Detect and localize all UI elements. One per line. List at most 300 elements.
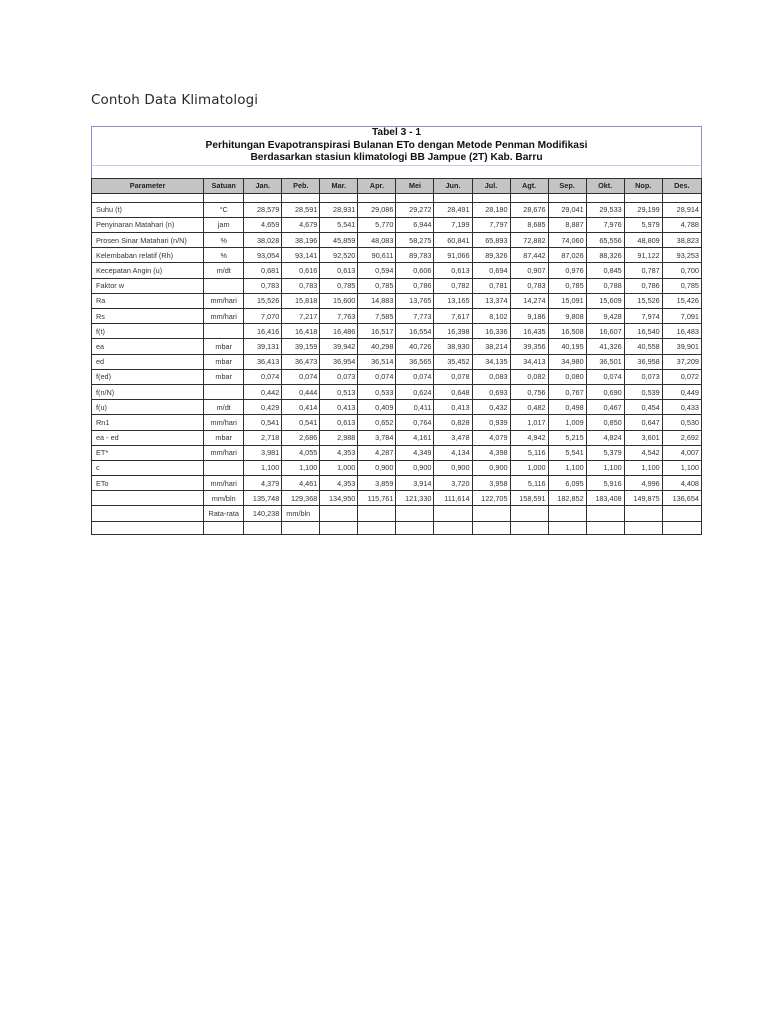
value-cell: 13,374: [472, 293, 510, 308]
table-row: [92, 217, 702, 232]
value-cell: 28,579: [244, 202, 282, 217]
value-cell: 1,100: [244, 460, 282, 475]
value-cell: 15,818: [282, 293, 320, 308]
value-cell: 0,785: [662, 278, 701, 293]
value-cell: 40,195: [548, 339, 586, 354]
parameter-cell: ETo: [92, 476, 204, 491]
value-cell: 4,353: [320, 476, 358, 491]
value-cell: 4,679: [282, 217, 320, 232]
value-cell: 0,073: [320, 369, 358, 384]
parameter-cell: Prosen Sinar Matahari (n/N): [92, 233, 204, 248]
parameter-cell: f(t): [92, 324, 204, 339]
table-row: [92, 400, 702, 415]
value-cell: 4,079: [472, 430, 510, 445]
value-cell: 1,100: [624, 460, 662, 475]
parameter-cell: f(n/N): [92, 384, 204, 399]
value-cell: 5,215: [548, 430, 586, 445]
table-row: [92, 233, 702, 248]
value-cell: 9,428: [586, 309, 624, 324]
value-cell: 4,055: [282, 445, 320, 460]
value-cell: 0,976: [548, 263, 586, 278]
table-row: [92, 384, 702, 399]
value-cell: 3,478: [434, 430, 472, 445]
spreadsheet: [91, 126, 702, 535]
unit-cell: [204, 324, 244, 339]
parameter-cell: c: [92, 460, 204, 475]
empty-cell: [548, 521, 586, 534]
value-cell: 7,976: [586, 217, 624, 232]
value-cell: 6,095: [548, 476, 586, 491]
empty-cell: [624, 193, 662, 202]
column-header: Jan.: [244, 178, 282, 193]
value-cell: 4,379: [244, 476, 282, 491]
value-cell: 3,914: [396, 476, 434, 491]
title-spacer: [91, 165, 702, 178]
value-cell: 0,594: [358, 263, 396, 278]
value-cell: 0,786: [396, 278, 434, 293]
value-cell: 0,482: [510, 400, 548, 415]
empty-cell: [282, 521, 320, 534]
value-cell: 149,875: [624, 491, 662, 506]
column-header: Des.: [662, 178, 701, 193]
value-cell: 0,413: [320, 400, 358, 415]
value-cell: 8,102: [472, 309, 510, 324]
empty-cell: [662, 506, 701, 521]
unit-cell: mm/hari: [204, 476, 244, 491]
value-cell: 4,007: [662, 445, 701, 460]
unit-cell: [204, 278, 244, 293]
value-cell: 115,761: [358, 491, 396, 506]
value-cell: 0,433: [662, 400, 701, 415]
value-cell: 2,692: [662, 430, 701, 445]
value-cell: 2,988: [320, 430, 358, 445]
value-cell: 4,398: [472, 445, 510, 460]
value-cell: 5,979: [624, 217, 662, 232]
value-cell: 89,783: [396, 248, 434, 263]
empty-cell: [586, 521, 624, 534]
value-cell: 16,540: [624, 324, 662, 339]
value-cell: 0,900: [434, 460, 472, 475]
value-cell: 39,901: [662, 339, 701, 354]
empty-cell: [320, 521, 358, 534]
column-header: Agt.: [510, 178, 548, 193]
value-cell: 60,841: [434, 233, 472, 248]
value-cell: 93,054: [244, 248, 282, 263]
value-cell: 0,429: [244, 400, 282, 415]
value-cell: 0,613: [320, 415, 358, 430]
value-cell: 91,122: [624, 248, 662, 263]
value-cell: 38,823: [662, 233, 701, 248]
empty-cell: [548, 506, 586, 521]
empty-cell: [510, 506, 548, 521]
value-cell: 0,782: [434, 278, 472, 293]
value-cell: 0,606: [396, 263, 434, 278]
value-cell: 29,199: [624, 202, 662, 217]
value-cell: 34,135: [472, 354, 510, 369]
value-cell: 15,091: [548, 293, 586, 308]
column-header: Nop.: [624, 178, 662, 193]
value-cell: 6,944: [396, 217, 434, 232]
unit-cell: mm/hari: [204, 445, 244, 460]
value-cell: 15,526: [244, 293, 282, 308]
value-cell: 16,508: [548, 324, 586, 339]
value-cell: 5,916: [586, 476, 624, 491]
value-cell: 158,591: [510, 491, 548, 506]
value-cell: 0,541: [282, 415, 320, 430]
unit-cell: [204, 384, 244, 399]
empty-cell: [358, 521, 396, 534]
value-cell: 5,541: [548, 445, 586, 460]
value-cell: 45,859: [320, 233, 358, 248]
value-cell: 0,785: [358, 278, 396, 293]
parameter-cell: ed: [92, 354, 204, 369]
empty-cell: [586, 506, 624, 521]
value-cell: 39,356: [510, 339, 548, 354]
value-cell: 0,074: [358, 369, 396, 384]
unit-cell: mm/hari: [204, 415, 244, 430]
value-cell: 0,444: [282, 384, 320, 399]
value-cell: 183,408: [586, 491, 624, 506]
table-row: [92, 430, 702, 445]
column-header: Peb.: [282, 178, 320, 193]
value-cell: 1,009: [548, 415, 586, 430]
value-cell: 0,845: [586, 263, 624, 278]
value-cell: 0,786: [624, 278, 662, 293]
unit-cell: jam: [204, 217, 244, 232]
column-header: Mar.: [320, 178, 358, 193]
parameter-cell: Penyinaran Matahari (n): [92, 217, 204, 232]
parameter-cell: f(ed): [92, 369, 204, 384]
value-cell: 15,600: [320, 293, 358, 308]
parameter-cell: ea - ed: [92, 430, 204, 445]
value-cell: 41,326: [586, 339, 624, 354]
value-cell: 4,349: [396, 445, 434, 460]
value-cell: 0,414: [282, 400, 320, 415]
table-row: [92, 263, 702, 278]
value-cell: 0,080: [548, 369, 586, 384]
parameter-cell: Suhu (t): [92, 202, 204, 217]
value-cell: 7,617: [434, 309, 472, 324]
value-cell: 0,083: [472, 369, 510, 384]
table-row: [92, 460, 702, 475]
value-cell: 1,100: [548, 460, 586, 475]
column-header: Okt.: [586, 178, 624, 193]
empty-cell: [624, 521, 662, 534]
value-cell: 4,161: [396, 430, 434, 445]
value-cell: 0,690: [586, 384, 624, 399]
value-cell: 0,785: [548, 278, 586, 293]
unit-cell: %: [204, 248, 244, 263]
empty-cell: [662, 521, 701, 534]
table-row: [92, 491, 702, 506]
parameter-cell: f(u): [92, 400, 204, 415]
unit-cell: m/dt: [204, 400, 244, 415]
value-cell: 4,461: [282, 476, 320, 491]
spacer-row: [92, 193, 702, 202]
value-cell: 0,449: [662, 384, 701, 399]
value-cell: 0,078: [434, 369, 472, 384]
parameter-cell: Kelembaban relatif (Rh): [92, 248, 204, 263]
table-row: [92, 354, 702, 369]
value-cell: 3,859: [358, 476, 396, 491]
value-cell: 9,808: [548, 309, 586, 324]
value-cell: 16,554: [396, 324, 434, 339]
empty-cell: [396, 521, 434, 534]
value-cell: 0,432: [472, 400, 510, 415]
value-cell: 39,942: [320, 339, 358, 354]
unit-cell: mbar: [204, 339, 244, 354]
value-cell: 0,411: [396, 400, 434, 415]
table-row: [92, 476, 702, 491]
value-cell: 0,442: [244, 384, 282, 399]
value-cell: 0,539: [624, 384, 662, 399]
value-cell: 0,850: [586, 415, 624, 430]
value-cell: 4,408: [662, 476, 701, 491]
empty-cell: [358, 506, 396, 521]
value-cell: 0,648: [434, 384, 472, 399]
empty-cell: [548, 193, 586, 202]
value-cell: 4,542: [624, 445, 662, 460]
empty-cell: [244, 193, 282, 202]
value-cell: 16,435: [510, 324, 548, 339]
parameter-cell: ET*: [92, 445, 204, 460]
value-cell: 93,253: [662, 248, 701, 263]
value-cell: 5,379: [586, 445, 624, 460]
empty-cell: [282, 193, 320, 202]
empty-cell: [358, 193, 396, 202]
table-row: [92, 415, 702, 430]
value-cell: 0,074: [282, 369, 320, 384]
value-cell: 28,591: [282, 202, 320, 217]
value-cell: 87,442: [510, 248, 548, 263]
value-cell: 0,681: [244, 263, 282, 278]
value-cell: 0,652: [358, 415, 396, 430]
value-cell: 0,787: [624, 263, 662, 278]
parameter-cell: ea: [92, 339, 204, 354]
value-cell: 3,601: [624, 430, 662, 445]
unit-cell: mm/hari: [204, 309, 244, 324]
unit-cell: m/dt: [204, 263, 244, 278]
value-cell: 0,939: [472, 415, 510, 430]
value-cell: 29,533: [586, 202, 624, 217]
eto-table: [91, 178, 702, 535]
value-cell: 29,041: [548, 202, 586, 217]
empty-cell: [204, 193, 244, 202]
table-row: [92, 339, 702, 354]
value-cell: 74,060: [548, 233, 586, 248]
value-cell: 3,720: [434, 476, 472, 491]
parameter-cell: Kecepatan Angin (u): [92, 263, 204, 278]
value-cell: 39,159: [282, 339, 320, 354]
value-cell: 4,996: [624, 476, 662, 491]
value-cell: 40,298: [358, 339, 396, 354]
value-cell: 48,809: [624, 233, 662, 248]
value-cell: 0,783: [244, 278, 282, 293]
column-header: Parameter: [92, 178, 204, 193]
value-cell: 7,763: [320, 309, 358, 324]
value-cell: 15,526: [624, 293, 662, 308]
blank-row: [92, 521, 702, 534]
value-cell: 16,418: [282, 324, 320, 339]
value-cell: 90,611: [358, 248, 396, 263]
value-cell: 36,958: [624, 354, 662, 369]
value-cell: 0,783: [282, 278, 320, 293]
empty-cell: [472, 506, 510, 521]
unit-cell: mbar: [204, 354, 244, 369]
value-cell: 16,416: [244, 324, 282, 339]
value-cell: 16,483: [662, 324, 701, 339]
value-cell: 0,700: [662, 263, 701, 278]
value-cell: 7,585: [358, 309, 396, 324]
table-row: [92, 445, 702, 460]
table-title-line1: Tabel 3 - 1: [371, 127, 422, 138]
value-cell: 1,100: [662, 460, 701, 475]
value-cell: 92,520: [320, 248, 358, 263]
value-cell: 4,942: [510, 430, 548, 445]
value-cell: 135,748: [244, 491, 282, 506]
value-cell: 8,887: [548, 217, 586, 232]
value-cell: 65,893: [472, 233, 510, 248]
value-cell: 0,756: [510, 384, 548, 399]
value-cell: 0,072: [662, 369, 701, 384]
table-title-line3: Berdasarkan stasiun klimatologi BB Jampue (2T) Kab. Barru: [250, 152, 543, 163]
value-cell: 15,426: [662, 293, 701, 308]
value-cell: 40,726: [396, 339, 434, 354]
value-cell: 129,368: [282, 491, 320, 506]
empty-cell: [586, 193, 624, 202]
value-cell: 0,907: [510, 263, 548, 278]
value-cell: 7,797: [472, 217, 510, 232]
unit-cell: mm/bln: [204, 491, 244, 506]
table-row: [92, 293, 702, 308]
value-cell: 0,074: [396, 369, 434, 384]
value-cell: 93,141: [282, 248, 320, 263]
value-cell: 28,931: [320, 202, 358, 217]
empty-cell: [92, 193, 204, 202]
unit-cell: [204, 460, 244, 475]
value-cell: 0,533: [358, 384, 396, 399]
value-cell: 36,413: [244, 354, 282, 369]
table-title-line2: Perhitungan Evapotranspirasi Bulanan ETo dengan Metode Penman Modifikasi: [205, 139, 588, 151]
value-cell: 4,287: [358, 445, 396, 460]
value-cell: 15,609: [586, 293, 624, 308]
table-row: [92, 369, 702, 384]
value-cell: 4,824: [586, 430, 624, 445]
value-cell: 0,082: [510, 369, 548, 384]
value-cell: 136,654: [662, 491, 701, 506]
value-cell: 134,950: [320, 491, 358, 506]
value-cell: 37,209: [662, 354, 701, 369]
value-cell: 38,196: [282, 233, 320, 248]
value-cell: 4,659: [244, 217, 282, 232]
header-row: [92, 178, 702, 193]
empty-cell: [396, 506, 434, 521]
value-cell: 0,900: [396, 460, 434, 475]
value-cell: 14,883: [358, 293, 396, 308]
value-cell: 7,217: [282, 309, 320, 324]
value-cell: 65,556: [586, 233, 624, 248]
value-cell: 3,958: [472, 476, 510, 491]
value-cell: 0,764: [396, 415, 434, 430]
table-row: [92, 248, 702, 263]
value-cell: 0,900: [472, 460, 510, 475]
value-cell: 16,486: [320, 324, 358, 339]
empty-cell: [472, 193, 510, 202]
table-row: [92, 324, 702, 339]
value-cell: 1,017: [510, 415, 548, 430]
value-cell: 0,498: [548, 400, 586, 415]
value-cell: 89,326: [472, 248, 510, 263]
value-cell: 5,116: [510, 476, 548, 491]
empty-cell: [244, 521, 282, 534]
value-cell: 5,770: [358, 217, 396, 232]
empty-cell: [662, 193, 701, 202]
average-label: Rata-rata: [204, 506, 244, 521]
value-cell: 38,028: [244, 233, 282, 248]
empty-cell: [396, 193, 434, 202]
value-cell: 0,541: [244, 415, 282, 430]
value-cell: 0,467: [586, 400, 624, 415]
value-cell: 0,781: [472, 278, 510, 293]
value-cell: 28,914: [662, 202, 701, 217]
value-cell: 8,685: [510, 217, 548, 232]
value-cell: 7,773: [396, 309, 434, 324]
value-cell: 91,066: [434, 248, 472, 263]
value-cell: 87,026: [548, 248, 586, 263]
value-cell: 0,074: [244, 369, 282, 384]
value-cell: 16,607: [586, 324, 624, 339]
value-cell: 3,981: [244, 445, 282, 460]
value-cell: 0,413: [434, 400, 472, 415]
column-header: Jul.: [472, 178, 510, 193]
value-cell: 3,784: [358, 430, 396, 445]
value-cell: 16,517: [358, 324, 396, 339]
table-row: [92, 309, 702, 324]
empty-cell: [434, 506, 472, 521]
value-cell: 48,083: [358, 233, 396, 248]
value-cell: 29,086: [358, 202, 396, 217]
value-cell: 29,272: [396, 202, 434, 217]
page-heading: Contoh Data Klimatologi: [91, 92, 259, 108]
value-cell: 0,693: [472, 384, 510, 399]
value-cell: 34,413: [510, 354, 548, 369]
empty-cell: [92, 506, 204, 521]
value-cell: 111,614: [434, 491, 472, 506]
value-cell: 13,165: [434, 293, 472, 308]
value-cell: 36,501: [586, 354, 624, 369]
empty-cell: [92, 521, 204, 534]
value-cell: 0,513: [320, 384, 358, 399]
value-cell: 34,980: [548, 354, 586, 369]
value-cell: 0,613: [434, 263, 472, 278]
table-row: [92, 278, 702, 293]
value-cell: 0,647: [624, 415, 662, 430]
average-unit: mm/bln: [282, 506, 320, 521]
column-header: Jun.: [434, 178, 472, 193]
value-cell: 1,100: [282, 460, 320, 475]
empty-cell: [434, 521, 472, 534]
value-cell: 121,330: [396, 491, 434, 506]
parameter-cell: [92, 491, 204, 506]
value-cell: 5,541: [320, 217, 358, 232]
column-header: Apr.: [358, 178, 396, 193]
column-header: Sep.: [548, 178, 586, 193]
value-cell: 28,676: [510, 202, 548, 217]
empty-cell: [320, 193, 358, 202]
value-cell: 0,073: [624, 369, 662, 384]
empty-cell: [510, 521, 548, 534]
value-cell: 16,336: [472, 324, 510, 339]
